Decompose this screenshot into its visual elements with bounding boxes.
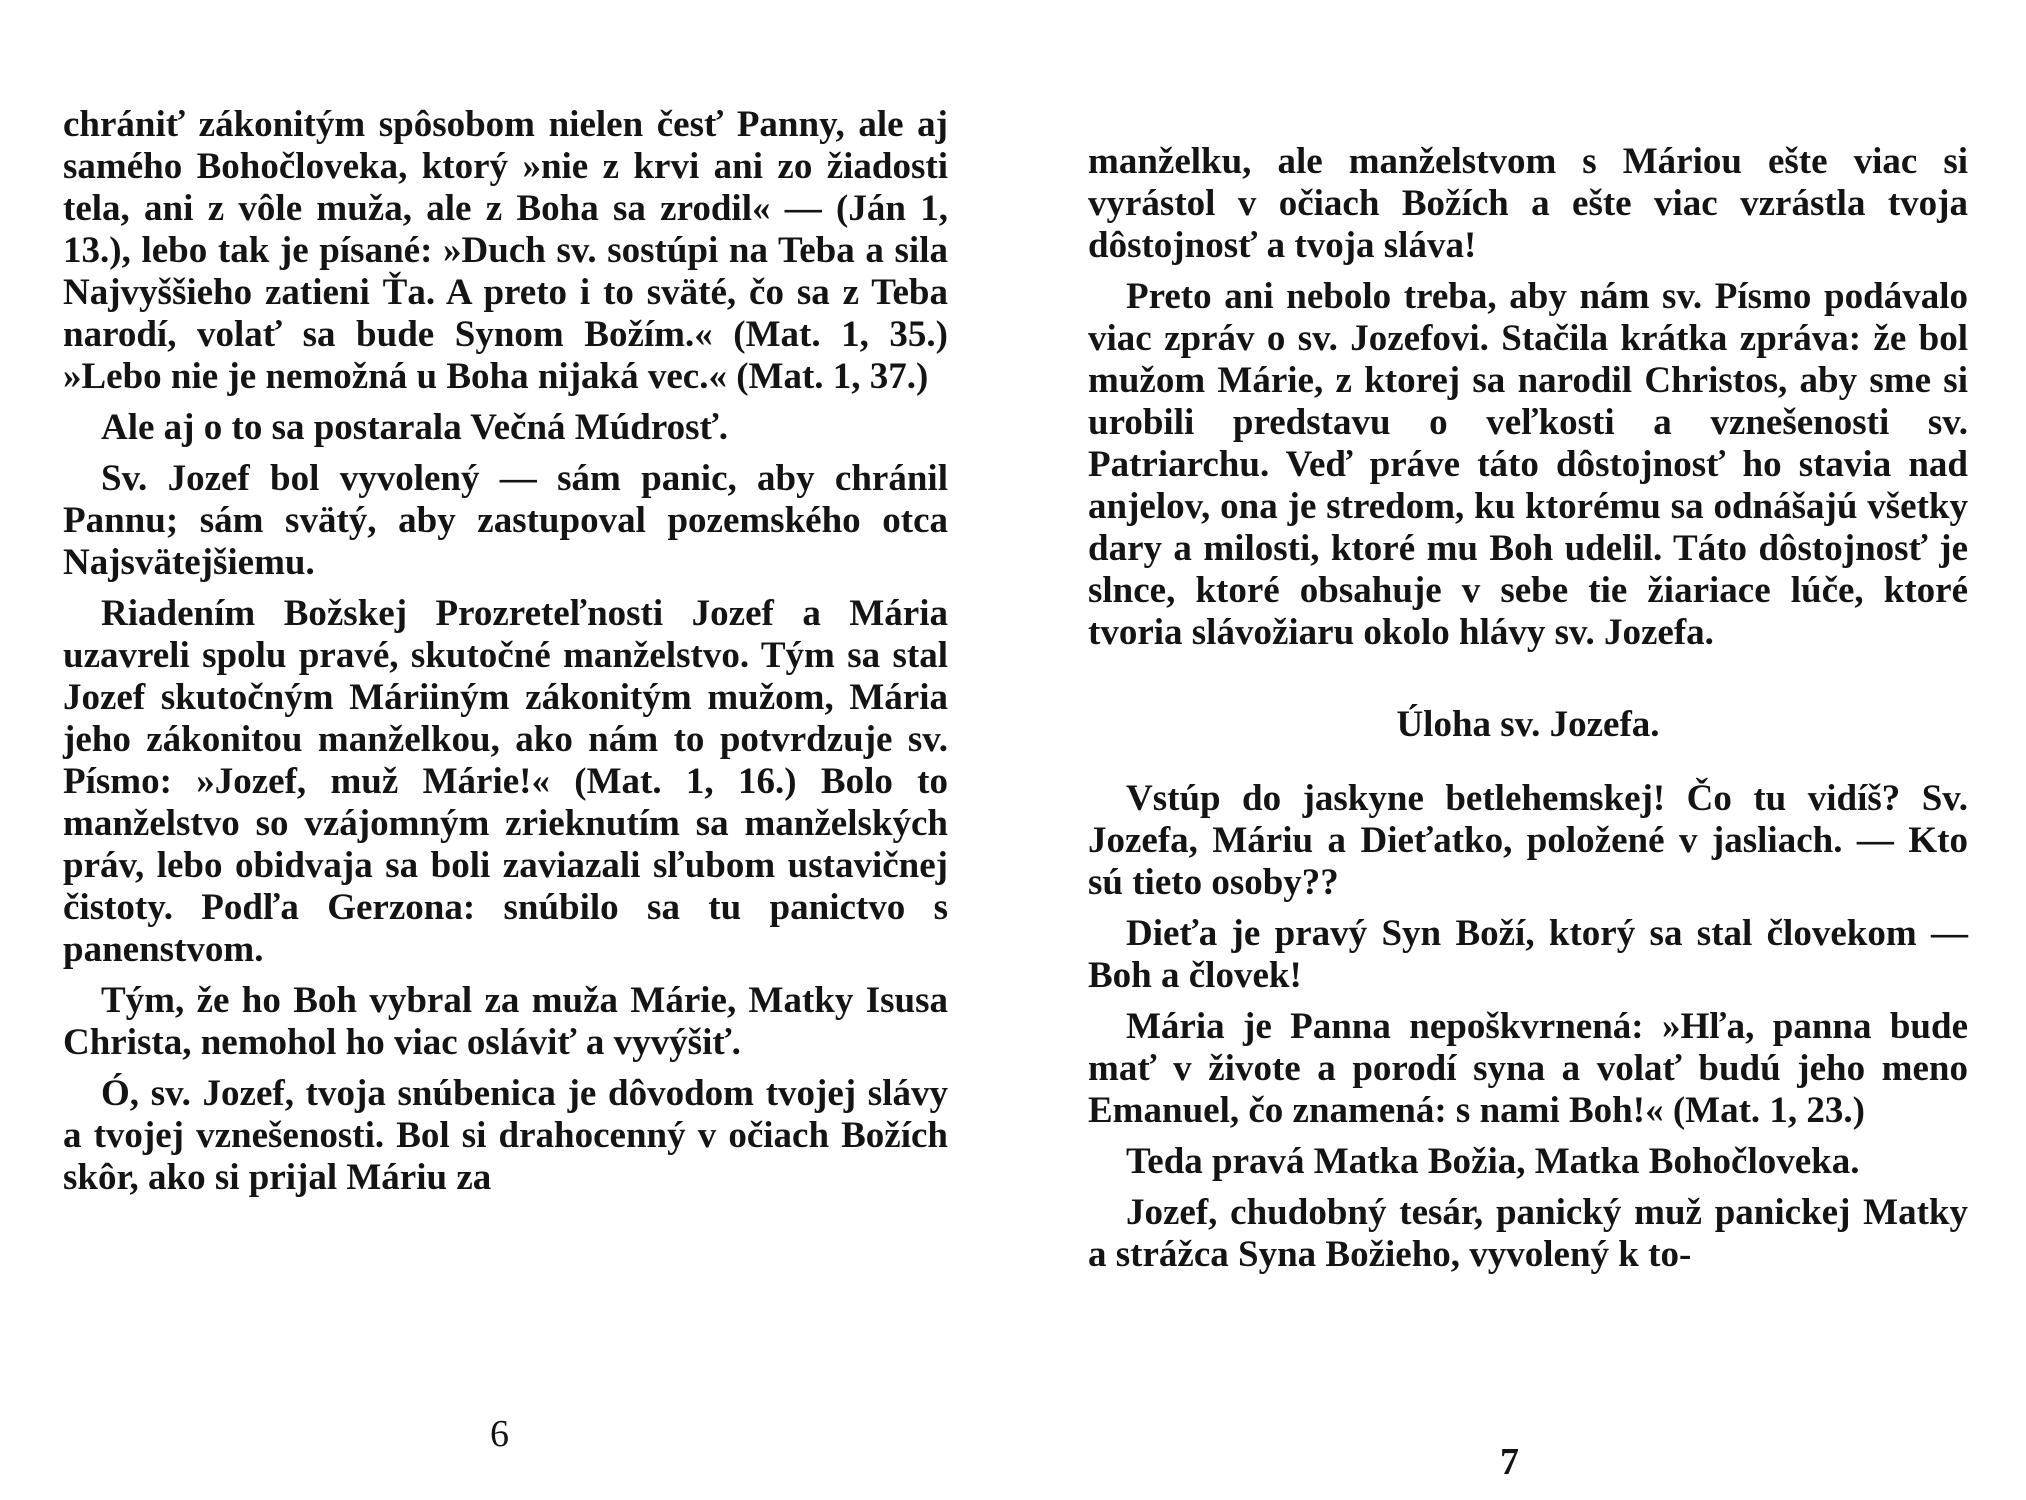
right-paragraph-7: Jozef, chudobný tesár, panický muž panickej Matky a strážca Syna Božieho, vyvolený k to- — [1088, 1192, 1968, 1275]
right-paragraph-1: manželku, ale manželstvom s Máriou ešte viac si vyrástol v očiach Božích a ešte viac vzrástla tvoja dôstojnosť a tvoja sláva! — [1088, 141, 1968, 266]
left-paragraph-1: chrániť zákonitým spôsobom nielen česť Panny, ale aj samého Bohočloveka, ktorý »nie z krvi ani zo žiadosti tela, ani z vôle muža, ale z Boha sa zrodil« — (Ján 1, 13.), lebo tak je písané: »Duch sv. sostúpi na Teba a sila Najvyššieho zatieni Ťa. A preto i to sväté, čo sa z Teba narodí, volať sa bude Synom Božím.« (Mat. 1, 35.) »Lebo nie je nemožná u Boha nijaká vec.« (Mat. 1, 37.) — [63, 104, 948, 397]
right-paragraph-6: Teda pravá Matka Božia, Matka Bohočloveka. — [1126, 1141, 1860, 1182]
left-paragraph-3: Sv. Jozef bol vyvolený — sám panic, aby chránil Pannu; sám svätý, aby zastupoval pozemského otca Najsvätejšiemu. — [63, 458, 948, 583]
left-paragraph-2: Ale aj o to sa postarala Večná Múdrosť. — [101, 407, 729, 448]
right-paragraph-3: Vstúp do jaskyne betlehemskej! Čo tu vidíš? Sv. Jozefa, Máriu a Dieťatko, položené v jasliach. — Kto sú tieto osoby?? — [1088, 778, 1968, 903]
right-text-column — [1088, 141, 1968, 1285]
right-paragraph-4: Dieťa je pravý Syn Boží, ktorý sa stal človekom — Boh a človek! — [1088, 913, 1968, 996]
right-paragraph-2: Preto ani nebolo treba, aby nám sv. Písmo podávalo viac zpráv o sv. Jozefovi. Stačila krátka zpráva: že bol mužom Márie, z ktorej sa narodil Christos, aby sme si urobili predstavu o veľkosti a vznešenosti sv. Patriarchu. Veď práve táto dôstojnosť ho stavia nad anjelov, ona je stredom, ku ktorému sa odnášajú všetky dary a milosti, ktoré mu Boh udelil. Táto dôstojnosť je slnce, ktoré obsahuje v sebe tie žiariace lúče, ktoré tvoria slávožiaru okolo hlávy sv. Jozefa. — [1088, 276, 1968, 653]
right-page — [1010, 0, 2026, 1500]
left-paragraph-5: Tým, že ho Boh vybral za muža Márie, Matky Isusa Christa, nemohol ho viac osláviť a vyvýšiť. — [63, 980, 948, 1063]
left-paragraph-4: Riadením Božskej Prozreteľnosti Jozef a Mária uzavreli spolu pravé, skutočné manželstvo. Tým sa stal Jozef skutočným Máriiným zákonitým mužom, Mária jeho zákonitou manželkou, ako nám to potvrdzuje sv. Písmo: »Jozef, muž Márie!« (Mat. 1, 16.) Bolo to manželstvo so vzájomným zrieknutím sa manželských práv, lebo obidvaja sa boli zaviazali sľubom ustavičnej čistoty. Podľa Gerzona: snúbilo sa tu panictvo s panenstvom. — [63, 593, 948, 970]
left-page-number: 6 — [490, 1413, 509, 1455]
left-text-column — [63, 104, 948, 1208]
section-heading: Úloha sv. Jozefa. — [1396, 704, 1660, 745]
right-paragraph-5: Mária je Panna nepoškvrnená: »Hľa, panna bude mať v živote a porodí syna a volať budú jeho meno Emanuel, čo znamená: s nami Boh!« (Mat. 1, 23.) — [1088, 1006, 1968, 1131]
left-page — [0, 0, 1010, 1500]
right-page-number: 7 — [1500, 1441, 1519, 1483]
left-paragraph-6: Ó, sv. Jozef, tvoja snúbenica je dôvodom tvojej slávy a tvojej vznešenosti. Bol si drahocenný v očiach Božích skôr, ako si prijal Máriu za — [63, 1073, 948, 1198]
